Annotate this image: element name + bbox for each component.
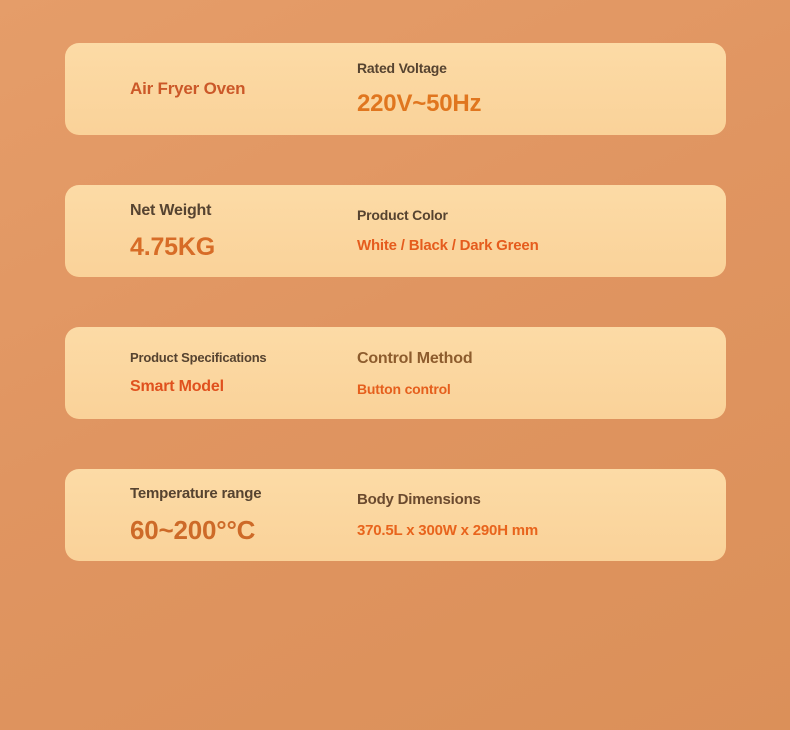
spec-card-weight-color	[65, 185, 726, 277]
spec-cell-product-color	[357, 185, 726, 277]
spec-cell-product-title	[130, 43, 357, 135]
spec-value-net-weight: 4.75KG	[130, 232, 215, 261]
spec-label-rated-voltage: Rated Voltage	[357, 60, 447, 77]
spec-label-body-dimensions: Body Dimensions	[357, 490, 481, 508]
spec-label-net-weight: Net Weight	[130, 201, 212, 219]
spec-value-body-dimensions: 370.5L x 300W x 290H mm	[357, 521, 539, 539]
spec-label-temperature-range: Temperature range	[130, 484, 262, 502]
spec-card-model-control	[65, 327, 726, 419]
product-title: Air Fryer Oven	[130, 78, 246, 98]
spec-cell-model	[130, 327, 357, 419]
spec-value-temperature-range: 60~200°°C	[130, 514, 256, 545]
spec-value-rated-voltage: 220V~50Hz	[357, 90, 482, 118]
spec-value-model: Smart Model	[130, 378, 224, 396]
spec-cell-rated-voltage	[357, 43, 726, 135]
spec-cell-net-weight	[130, 185, 357, 277]
spec-card-rated-voltage	[65, 43, 726, 135]
spec-cell-control-method	[357, 327, 726, 419]
spec-label-product-color: Product Color	[357, 207, 448, 224]
spec-value-product-color: White / Black / Dark Green	[357, 237, 539, 255]
spec-label-product-specifications: Product Specifications	[130, 349, 267, 365]
spec-cell-temperature-range	[130, 469, 357, 561]
spec-label-control-method: Control Method	[357, 349, 473, 367]
spec-value-control-method: Button control	[357, 381, 451, 398]
spec-card-temperature-dimensions	[65, 469, 726, 561]
spec-cell-body-dimensions	[357, 469, 726, 561]
